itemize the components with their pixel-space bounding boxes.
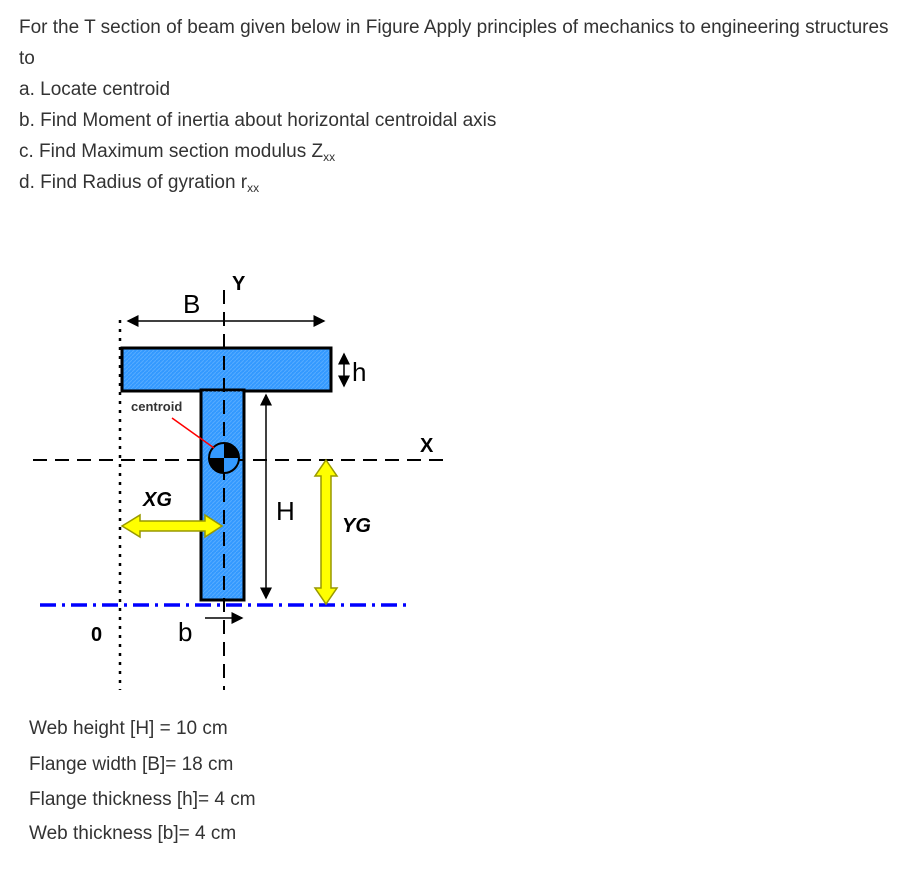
label-b: b <box>178 617 193 647</box>
label-centroid: centroid <box>131 399 183 414</box>
question-item-text: d. Find Radius of gyration r <box>19 172 248 193</box>
spec-web-height: Web height [H] = 10 cm <box>29 718 228 739</box>
question-item-text: a. Locate centroid <box>19 79 171 100</box>
label-y-axis: Y <box>232 273 246 295</box>
label-xg: XG <box>143 489 172 511</box>
question-intro: For the T section of beam given below in Figure Apply principles of mechanics to engineering structures to <box>19 17 889 69</box>
label-x-axis: X <box>420 435 434 457</box>
spec-flange-thickness: Flange thickness [h]= 4 cm <box>29 789 256 810</box>
label-B: B <box>183 289 201 319</box>
question-item-subscript: xx <box>247 181 260 195</box>
label-h: h <box>352 357 367 387</box>
yg-arrow <box>315 460 337 604</box>
xg-arrow <box>122 515 222 537</box>
label-yg: YG <box>342 515 371 537</box>
question-item-subscript: xx <box>323 150 336 164</box>
question-item-text: b. Find Moment of inertia about horizontal centroidal axis <box>19 110 497 131</box>
question-item-text: c. Find Maximum section modulus Z <box>19 141 324 162</box>
label-origin: 0 <box>91 624 103 646</box>
spec-flange-width: Flange width [B]= 18 cm <box>29 754 234 775</box>
spec-web-thickness: Web thickness [b]= 4 cm <box>29 823 237 844</box>
label-H: H <box>276 496 295 526</box>
